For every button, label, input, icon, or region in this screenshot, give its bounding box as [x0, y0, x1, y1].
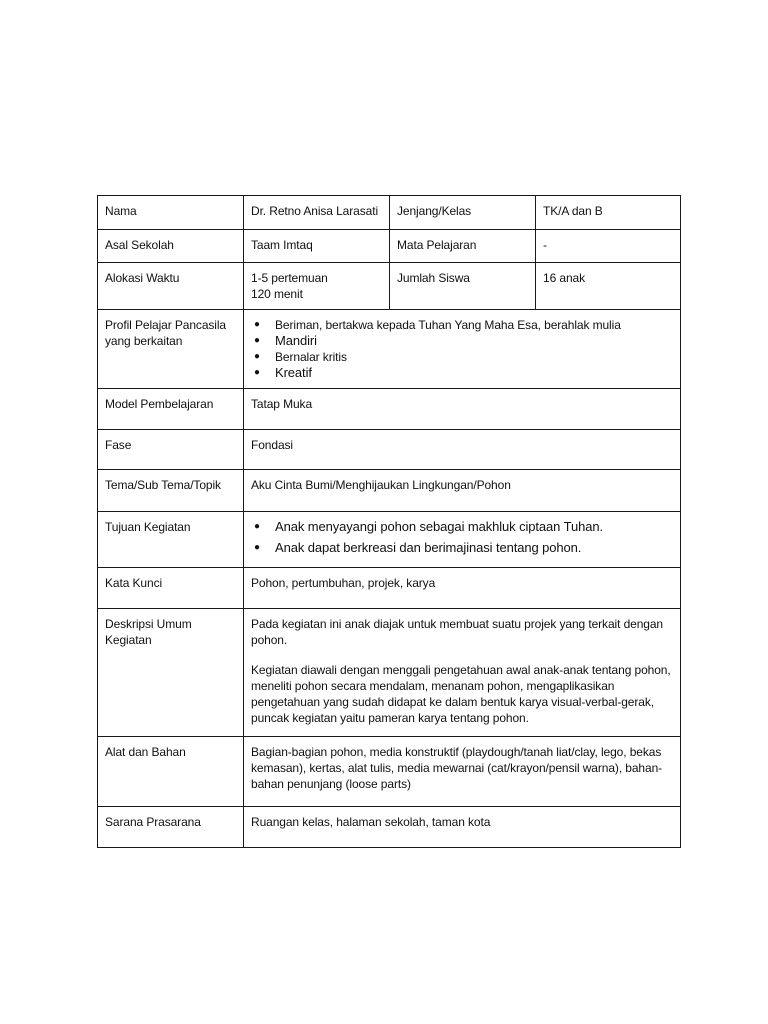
table-row-deskripsi	[98, 609, 681, 737]
value-asal-sekolah: Taam Imtaq	[244, 230, 390, 263]
value-nama: Dr. Retno Anisa Larasati	[244, 196, 390, 230]
label-alokasi-waktu: Alokasi Waktu	[98, 263, 244, 310]
value-jenjang-kelas: TK/A dan B	[536, 196, 681, 230]
value-jumlah-siswa: 16 anak	[536, 263, 681, 310]
table-row-sarana-prasarana	[98, 807, 681, 848]
label-alat-bahan: Alat dan Bahan	[98, 737, 244, 807]
table-row-alokasi-waktu	[98, 263, 681, 310]
value-tujuan-kegiatan	[244, 512, 681, 568]
table-row-nama	[98, 196, 681, 230]
list-item: ● Beriman, bertakwa kepada Tuhan Yang Maha Esa, berahlak mulia	[251, 317, 673, 333]
list-item: ● Bernalar kritis	[251, 349, 673, 365]
value-mata-pelajaran: -	[536, 230, 681, 263]
label-model-pembelajaran: Model Pembelajaran	[98, 389, 244, 430]
label-jumlah-siswa: Jumlah Siswa	[390, 263, 536, 310]
label-jenjang-kelas: Jenjang/Kelas	[390, 196, 536, 230]
label-sarana-prasarana: Sarana Prasarana	[98, 807, 244, 848]
label-fase: Fase	[98, 430, 244, 470]
table-row-kata-kunci	[98, 568, 681, 609]
lesson-plan-table	[97, 195, 681, 848]
table-row-tema	[98, 470, 681, 512]
table-row-alat-bahan	[98, 737, 681, 807]
label-asal-sekolah: Asal Sekolah	[98, 230, 244, 263]
list-item: ● Mandiri	[251, 333, 673, 349]
value-alokasi-waktu	[244, 263, 390, 310]
value-fase: Fondasi	[244, 430, 681, 470]
label-mata-pelajaran: Mata Pelajaran	[390, 230, 536, 263]
label-tema: Tema/Sub Tema/Topik	[98, 470, 244, 512]
alokasi-menit: 120 menit	[251, 287, 303, 301]
label-kata-kunci: Kata Kunci	[98, 568, 244, 609]
table-row-profil-pelajar	[98, 310, 681, 389]
list-item: ● Anak menyayangi pohon sebagai makhluk ciptaan Tuhan.	[251, 519, 673, 535]
value-kata-kunci: Pohon, pertumbuhan, projek, karya	[244, 568, 681, 609]
label-deskripsi: Deskripsi Umum Kegiatan	[98, 609, 244, 737]
value-sarana-prasarana: Ruangan kelas, halaman sekolah, taman kota	[244, 807, 681, 848]
value-deskripsi	[244, 609, 681, 737]
table-row-asal-sekolah	[98, 230, 681, 263]
table-row-model-pembelajaran	[98, 389, 681, 430]
table-row-fase	[98, 430, 681, 470]
alokasi-pertemuan: 1-5 pertemuan	[251, 271, 328, 285]
list-item: ● Anak dapat berkreasi dan berimajinasi tentang pohon.	[251, 540, 673, 556]
value-model-pembelajaran: Tatap Muka	[244, 389, 681, 430]
value-tema: Aku Cinta Bumi/Menghijaukan Lingkungan/Pohon	[244, 470, 681, 512]
deskripsi-paragraph-1: Pada kegiatan ini anak diajak untuk membuat suatu projek yang terkait dengan pohon.	[251, 617, 664, 647]
deskripsi-paragraph-2: Kegiatan diawali dengan menggali pengetahuan awal anak-anak tentang pohon, meneliti pohon secara mendalam, menanam pohon, mengaplikasikan pengetahuan yang sudah didapat ke dalam bentuk karya visual-verbal-gerak, puncak kegiatan yaitu pameran karya tentang pohon.	[251, 663, 671, 725]
value-alat-bahan: Bagian-bagian pohon, media konstruktif (playdough/tanah liat/clay, lego, bekas kemasan), kertas, alat tulis, media mewarnai (cat/krayon/pensil warna), bahan-bahan penunjang (loose parts)	[244, 737, 681, 807]
label-tujuan-kegiatan: Tujuan Kegiatan	[98, 512, 244, 568]
table-row-tujuan-kegiatan	[98, 512, 681, 568]
label-profil-pelajar: Profil Pelajar Pancasila yang berkaitan	[98, 310, 244, 389]
list-item: ● Kreatif	[251, 365, 673, 381]
profil-list	[251, 317, 673, 381]
tujuan-list	[251, 519, 673, 556]
label-nama: Nama	[98, 196, 244, 230]
value-profil-pelajar	[244, 310, 681, 389]
